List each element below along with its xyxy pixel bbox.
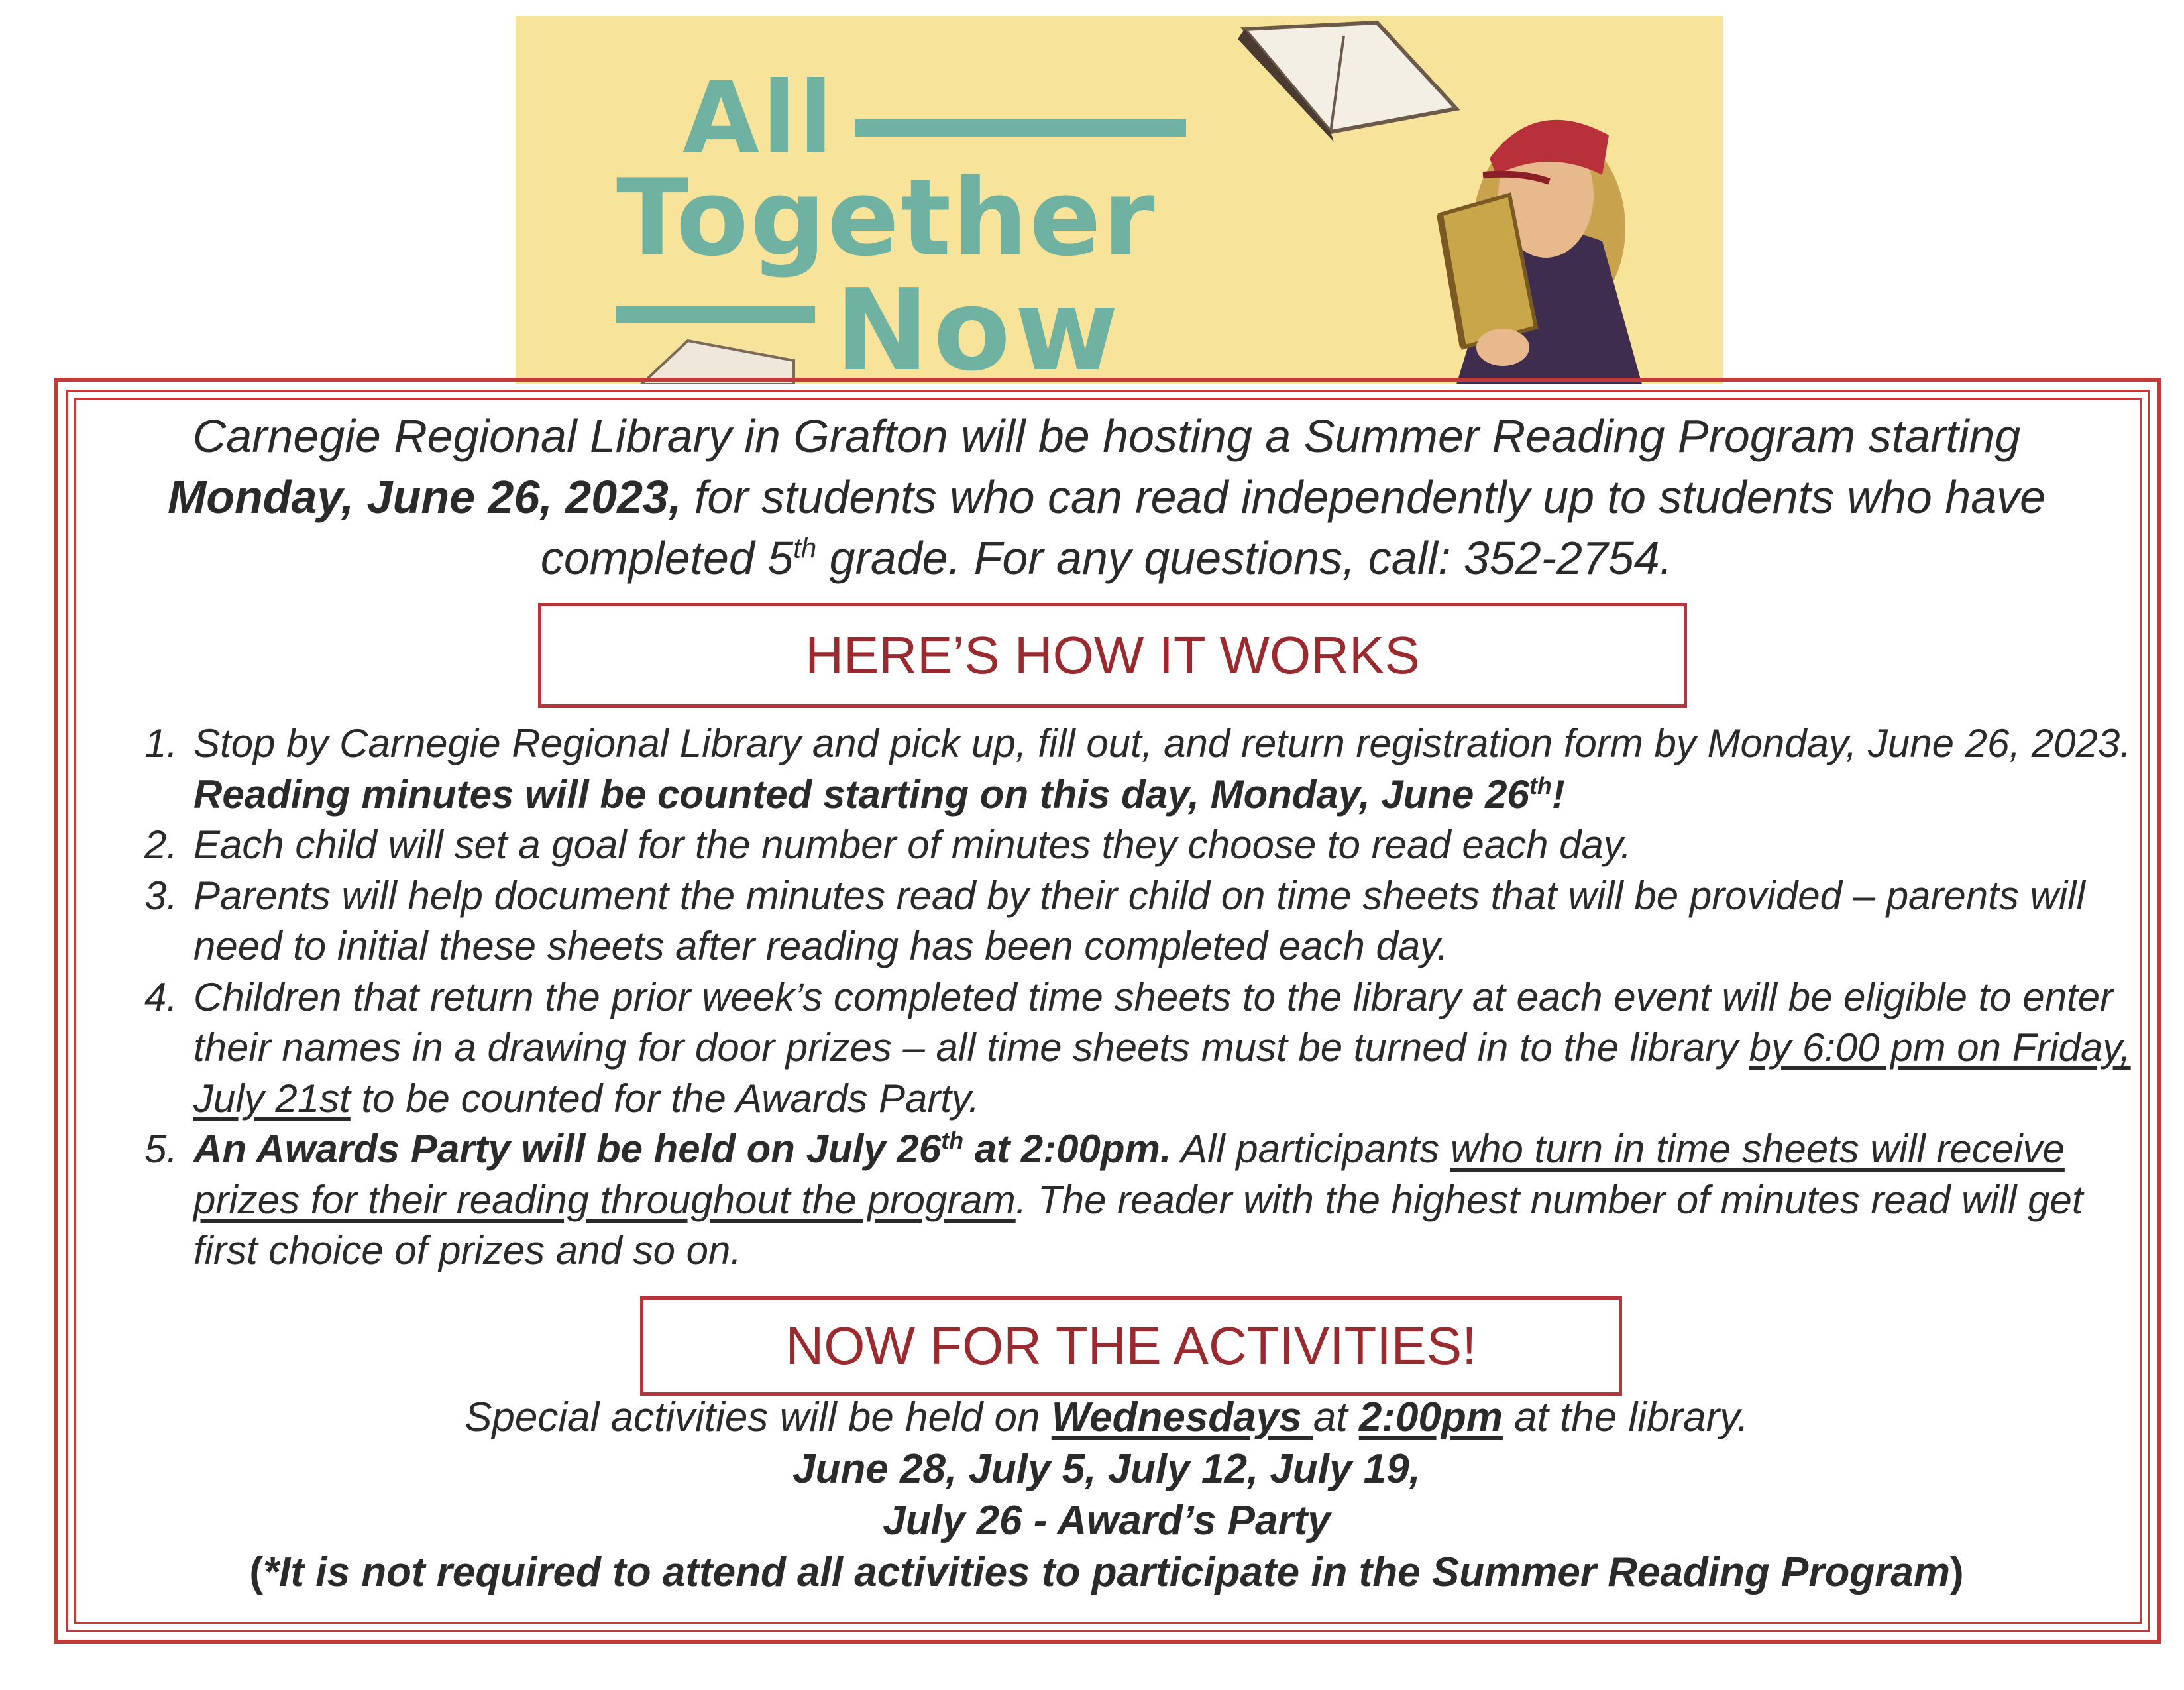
list-item	[139, 718, 2134, 820]
superscript: th	[793, 532, 817, 564]
intro-text: for students who can read independently up to students who have completed 5	[540, 471, 2046, 584]
steps-list	[139, 718, 2134, 1276]
child-reading-illustration	[1440, 120, 1642, 384]
step-bold-text: !	[1551, 771, 1565, 817]
activities-section	[106, 1392, 2107, 1599]
banner-image	[516, 16, 1723, 384]
step-number: 2.	[144, 822, 178, 867]
start-date: Monday, June 26, 2023,	[167, 471, 682, 523]
activities-heading: NOW FOR THE ACTIVITIES!	[640, 1296, 1622, 1396]
step-number: 5.	[144, 1127, 178, 1171]
flying-book-icon	[1238, 23, 1456, 142]
intro-text: Carnegie Regional Library in Grafton will be hosting a Summer Reading Program starting	[192, 410, 2021, 462]
step-text: Each child will set a goal for the number of minutes they choose to read each day.	[193, 822, 1632, 867]
step-number: 3.	[144, 873, 178, 918]
intro-paragraph	[106, 406, 2107, 589]
step-bold-text: at 2:00pm.	[963, 1127, 1172, 1171]
banner-dash-decoration	[616, 306, 815, 323]
activities-text: at	[1313, 1394, 1359, 1440]
activities-time: 2:00pm	[1358, 1394, 1503, 1440]
list-item	[139, 871, 2134, 972]
list-item	[139, 820, 2134, 871]
deadline-text: by 6:00 pm on Friday, July 21st	[193, 1025, 2131, 1121]
list-item	[139, 1124, 2134, 1276]
step-text: Stop by Carnegie Regional Library and pick up, fill out, and return registration form by Monday, June 26, 2023.	[193, 721, 2131, 765]
awards-party-date: July 26 - Award’s Party	[883, 1498, 1331, 1544]
step-text: to be counted for the Awards Party.	[350, 1076, 980, 1121]
note-text: *It is not required to attend all activities to participate in the Summer Reading Program	[263, 1549, 1950, 1595]
step-number: 4.	[144, 974, 178, 1019]
step-bold-text: Reading minutes will be counted starting on this day, Monday, June 26	[193, 771, 1529, 817]
step-text: . The reader with the highest number of minutes read will get first choice of prizes and so on.	[193, 1177, 2083, 1272]
activities-schedule-line	[106, 1392, 2107, 1443]
banner-title-line2: Together	[616, 156, 1156, 280]
how-it-works-heading: HERE’S HOW IT WORKS	[538, 603, 1687, 708]
note-paren: )	[1949, 1549, 1964, 1595]
banner-title-line1: All	[682, 61, 836, 176]
step-text: Children that return the prior week’s completed time sheets to the library at each event will be eligible to enter their names in a drawing for door prizes – all time sheets must be turned in to the library	[193, 974, 2114, 1070]
note-paren: (	[249, 1549, 264, 1595]
activities-text: Special activities will be held on	[464, 1394, 1052, 1440]
activities-text: at the library.	[1502, 1394, 1749, 1440]
step-text: All participants	[1171, 1127, 1450, 1171]
activities-dates: June 28, July 5, July 12, July 19,	[792, 1446, 1421, 1492]
activities-note	[106, 1547, 2107, 1599]
activities-day: Wednesdays	[1051, 1394, 1313, 1440]
banner-dash-decoration	[855, 119, 1186, 137]
underlined-text: who turn in time sheets will receive prizes for their reading throughout the program	[193, 1127, 2065, 1222]
step-number: 1.	[144, 721, 178, 765]
intro-text: grade. For any questions, call: 352-2754.	[816, 532, 1673, 584]
step-text: Parents will help document the minutes read by their child on time sheets that will be provided – parents will need to initial these sheets after reading has been completed each day.	[193, 873, 2085, 968]
superscript: th	[1529, 771, 1552, 799]
banner-title-line3: Now	[835, 265, 1123, 384]
list-item	[139, 972, 2134, 1125]
step-bold-text: An Awards Party will be held on July 26	[193, 1127, 942, 1171]
superscript: th	[941, 1127, 964, 1154]
